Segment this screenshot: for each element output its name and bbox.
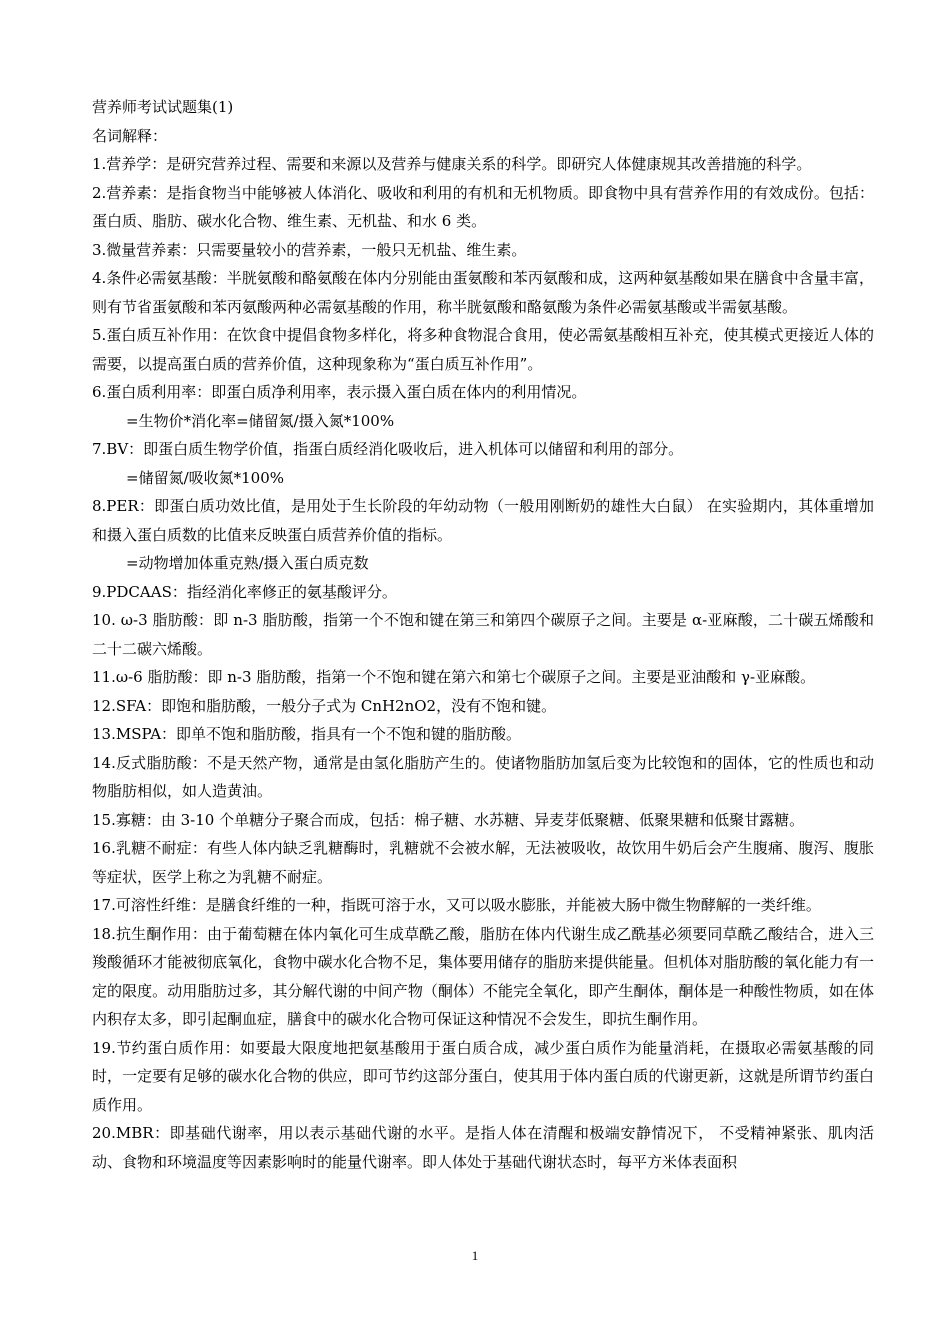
paragraph-7: 7.BV：即蛋白质生物学价值，指蛋白质经消化吸收后，进入机体可以储留和利用的部分。 (92, 440, 684, 458)
paragraph-20: 20.MBR：即基础代谢率，用以表示基础代谢的水平。是指人体在清醒和极端安静情况下， 不受精神紧张、肌肉活动、食物和环境温度等因素影响时的能量代谢率。即人体处于基础代谢状态时，每平方米体表面积 (92, 1124, 874, 1171)
paragraph-10: 10. ω-3 脂肪酸：即 n-3 脂肪酸，指第一个不饱和键在第三和第四个碳原子之间。主要是 α-亚麻酸，二十碳五烯酸和二十二碳六烯酸。 (92, 611, 874, 658)
paragraph-18: 18.抗生酮作用：由于葡萄糖在体内氧化可生成草酰乙酸，脂肪在体内代谢生成乙酰基必须要同草酰乙酸结合，进入三羧酸循环才能被彻底氧化，食物中碳水化合物不足，集体要用储存的脂肪来提供能量。但机体对脂肪酸的氧化能力有一定的限度。动用脂肪过多，其分解代谢的中间产物（酮体）不能完全氧化，即产生酮体，酮体是一种酸性物质，如在体内积存太多，即引起酮血症，膳食中的碳水化合物可保证这种情况不会发生，即抗生酮作用。 (92, 924, 874, 1028)
paragraph-12: 12.SFA：即饱和脂肪酸，一般分子式为 CnH2nO2，没有不饱和键。 (92, 696, 557, 715)
document-body (92, 93, 874, 1176)
document-title: 营养师考试试题集(1) (92, 98, 234, 116)
paragraph-17: 17.可溶性纤维：是膳食纤维的一种，指既可溶于水，又可以吸水膨胀，并能被大肠中微生物酵解的一类纤维。 (92, 896, 821, 914)
paragraph-11: 11.ω-6 脂肪酸：即 n-3 脂肪酸，指第一个不饱和键在第六和第七个碳原子之间。主要是亚油酸和 γ-亚麻酸。 (92, 668, 816, 686)
formula-6: =生物价*消化率=储留氮/摄入氮*100% (126, 411, 395, 430)
paragraph-3: 3.微量营养素：只需要量较小的营养素，一般只无机盐、维生素。 (92, 240, 527, 259)
section-heading: 名词解释： (92, 126, 168, 145)
paragraph-19: 19.节约蛋白质作用：如要最大限度地把氨基酸用于蛋白质合成，减少蛋白质作为能量消耗，在摄取必需氨基酸的同时，一定要有足够的碳水化合物的供应，即可节约这部分蛋白，使其用于体内蛋白质的代谢更新，这就是所谓节约蛋白质作用。 (92, 1038, 874, 1114)
paragraph-8: 8.PER：即蛋白质功效比值，是用处于生长阶段的年幼动物（一般用刚断奶的雄性大白鼠） 在实验期内，其体重增加和摄入蛋白质数的比值来反映蛋白质营养价值的指标。 (92, 497, 874, 544)
formula-7: =储留氮/吸收氮*100% (126, 468, 285, 487)
paragraph-9: 9.PDCAAS：指经消化率修正的氨基酸评分。 (92, 582, 397, 601)
formula-8: =动物增加体重克熟/摄入蛋白质克数 (126, 554, 369, 572)
paragraph-1: 1.营养学：是研究营养过程、需要和来源以及营养与健康关系的科学。即研究人体健康规其改善措施的科学。 (92, 155, 812, 173)
page-number: 1 (471, 1248, 479, 1263)
paragraph-2: 2.营养素：是指食物当中能够被人体消化、吸收和利用的有机和无机物质。即食物中具有营养作用的有效成份。包括：蛋白质、脂肪、碳水化合物、维生素、无机盐、和水 6 类。 (92, 183, 874, 230)
paragraph-5: 5.蛋白质互补作用：在饮食中提倡食物多样化，将多种食物混合食用，使必需氨基酸相互补充，使其模式更接近人体的需要，以提高蛋白质的营养价值，这种现象称为“蛋白质互补作用”。 (92, 326, 874, 373)
paragraph-13: 13.MSPA：即单不饱和脂肪酸，指具有一个不饱和键的脂肪酸。 (92, 725, 522, 743)
paragraph-6: 6.蛋白质利用率：即蛋白质净利用率，表示摄入蛋白质在体内的利用情况。 (92, 383, 587, 401)
paragraph-16: 16.乳糖不耐症：有些人体内缺乏乳糖酶时，乳糖就不会被水解，无法被吸收，故饮用牛奶后会产生腹痛、腹泻、腹胀等症状，医学上称之为乳糖不耐症。 (92, 839, 874, 886)
paragraph-4: 4.条件必需氨基酸：半胱氨酸和酪氨酸在体内分别能由蛋氨酸和苯丙氨酸和成，这两种氨基酸如果在膳食中含量丰富，则有节省蛋氨酸和苯丙氨酸两种必需氨基酸的作用，称半胱氨酸和酪氨酸为条件必需氨基酸或半需氨基酸。 (92, 269, 874, 316)
paragraph-14: 14.反式脂肪酸：不是天然产物，通常是由氢化脂肪产生的。使诸物脂肪加氢后变为比较饱和的固体，它的性质也和动物脂肪相似，如人造黄油。 (92, 753, 874, 800)
paragraph-15: 15.寡糖：由 3-10 个单糖分子聚合而成，包括：棉子糖、水苏糖、异麦芽低聚糖、低聚果糖和低聚甘露糖。 (92, 810, 805, 829)
